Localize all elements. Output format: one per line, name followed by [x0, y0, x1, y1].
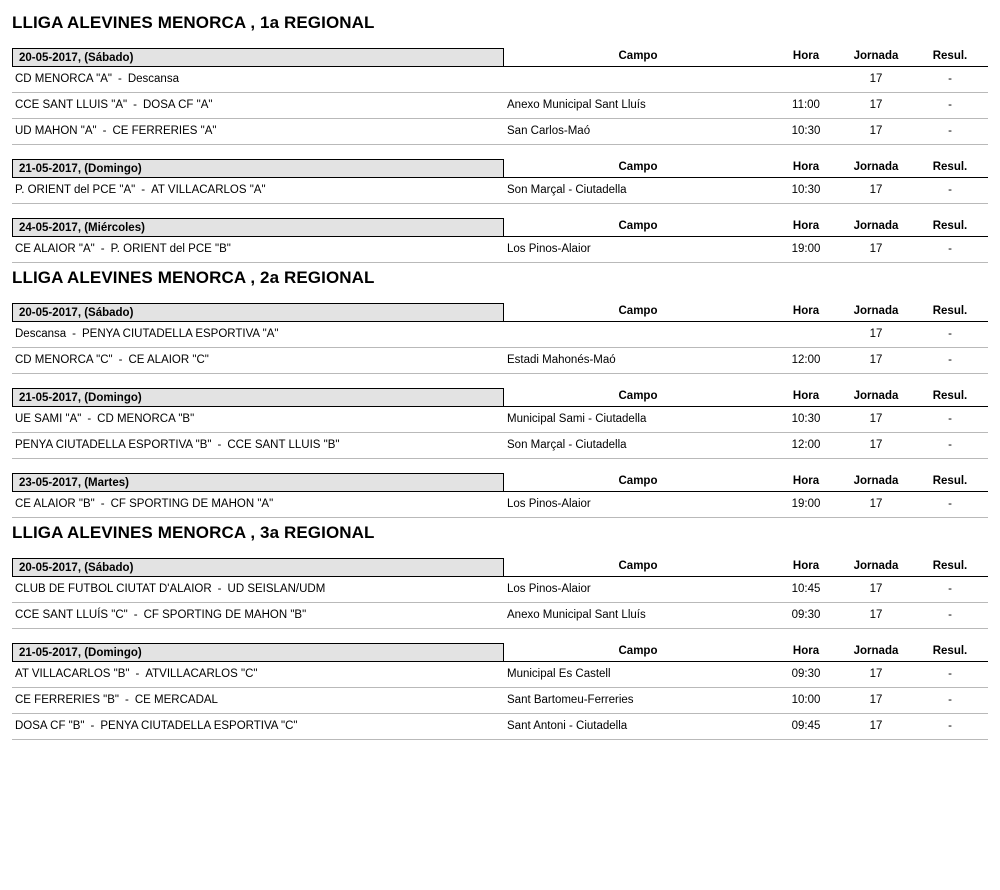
schedule-table — [12, 218, 988, 263]
match-result: - — [912, 93, 988, 119]
match-time: 09:45 — [772, 714, 840, 740]
match-field: Los Pinos-Alaior — [504, 492, 772, 518]
schedule-header-row — [12, 558, 988, 577]
match-result: - — [912, 492, 988, 518]
match-teams-cell — [12, 407, 504, 433]
match-teams-cell — [12, 714, 504, 740]
match-separator: - — [87, 413, 92, 425]
match-teams-cell — [12, 577, 504, 603]
result-column-header: Resul. — [912, 303, 988, 322]
time-column-header: Hora — [772, 48, 840, 67]
away-team: CF SPORTING DE MAHON "A" — [110, 498, 274, 510]
match-field: Municipal Sami - Ciutadella — [504, 407, 772, 433]
away-team: ATVILLACARLOS "C" — [145, 668, 258, 680]
match-time: 12:00 — [772, 433, 840, 459]
match-teams-cell — [12, 178, 504, 204]
table-row — [12, 237, 988, 263]
match-separator: - — [125, 694, 129, 706]
date-header: 24-05-2017, (Miércoles) — [12, 218, 504, 237]
match-round: 17 — [840, 407, 912, 433]
match-result: - — [912, 178, 988, 204]
day-group — [12, 218, 988, 263]
schedule-table — [12, 303, 988, 374]
match-result: - — [912, 577, 988, 603]
home-team: AT VILLACARLOS "B" — [15, 668, 130, 680]
away-team: PENYA CIUTADELLA ESPORTIVA "C" — [100, 720, 298, 732]
match-separator: - — [141, 184, 146, 196]
schedule-table — [12, 388, 988, 459]
home-team: UD MAHON "A" — [15, 125, 97, 137]
table-row — [12, 407, 988, 433]
match-round: 17 — [840, 662, 912, 688]
match-round: 17 — [840, 67, 912, 93]
date-header: 23-05-2017, (Martes) — [12, 473, 504, 492]
match-separator: - — [217, 583, 222, 595]
round-column-header: Jornada — [840, 159, 912, 178]
day-group — [12, 159, 988, 204]
table-row — [12, 577, 988, 603]
day-group — [12, 48, 988, 145]
league-block — [12, 267, 988, 518]
home-team: CLUB DE FUTBOL CIUTAT D'ALAIOR — [15, 583, 212, 595]
leagues-container — [12, 12, 988, 740]
match-time — [772, 67, 840, 93]
round-column-header: Jornada — [840, 558, 912, 577]
match-result: - — [912, 407, 988, 433]
round-column-header: Jornada — [840, 48, 912, 67]
result-column-header: Resul. — [912, 473, 988, 492]
match-time: 10:30 — [772, 119, 840, 145]
table-row — [12, 119, 988, 145]
date-header: 20-05-2017, (Sábado) — [12, 558, 504, 577]
match-field — [504, 67, 772, 93]
date-header: 21-05-2017, (Domingo) — [12, 159, 504, 178]
field-column-header: Campo — [504, 48, 772, 67]
date-header: 21-05-2017, (Domingo) — [12, 643, 504, 662]
match-teams-cell — [12, 237, 504, 263]
time-column-header: Hora — [772, 303, 840, 322]
match-separator: - — [117, 73, 122, 85]
home-team: Descansa — [15, 328, 67, 340]
match-field: Los Pinos-Alaior — [504, 577, 772, 603]
match-time: 10:30 — [772, 407, 840, 433]
table-row — [12, 322, 988, 348]
match-round: 17 — [840, 492, 912, 518]
field-column-header: Campo — [504, 643, 772, 662]
time-column-header: Hora — [772, 388, 840, 407]
match-round: 17 — [840, 178, 912, 204]
time-column-header: Hora — [772, 558, 840, 577]
match-separator: - — [102, 125, 107, 137]
match-field: Municipal Es Castell — [504, 662, 772, 688]
schedule-table — [12, 643, 988, 740]
match-teams-cell — [12, 603, 504, 629]
match-time: 11:00 — [772, 93, 840, 119]
match-field: Sant Antoni - Ciutadella — [504, 714, 772, 740]
result-column-header: Resul. — [912, 218, 988, 237]
match-time: 09:30 — [772, 662, 840, 688]
table-row — [12, 662, 988, 688]
schedule-header-row — [12, 218, 988, 237]
away-team: CF SPORTING DE MAHON "B" — [143, 609, 307, 621]
home-team: UE SAMI "A" — [15, 413, 82, 425]
field-column-header: Campo — [504, 558, 772, 577]
away-team: CD MENORCA "B" — [97, 413, 195, 425]
match-result: - — [912, 662, 988, 688]
match-teams-cell — [12, 688, 504, 714]
match-round: 17 — [840, 603, 912, 629]
table-row — [12, 67, 988, 93]
match-time: 19:00 — [772, 492, 840, 518]
date-header: 21-05-2017, (Domingo) — [12, 388, 504, 407]
result-column-header: Resul. — [912, 643, 988, 662]
match-field: Anexo Municipal Sant Lluís — [504, 93, 772, 119]
match-result: - — [912, 433, 988, 459]
time-column-header: Hora — [772, 218, 840, 237]
match-result: - — [912, 714, 988, 740]
match-separator: - — [217, 439, 222, 451]
table-row — [12, 603, 988, 629]
match-field: Sant Bartomeu-Ferreries — [504, 688, 772, 714]
schedule-header-row — [12, 303, 988, 322]
schedule-header-row — [12, 643, 988, 662]
match-separator: - — [133, 609, 138, 621]
match-separator: - — [100, 498, 105, 510]
result-column-header: Resul. — [912, 388, 988, 407]
home-team: CE ALAIOR "B" — [15, 498, 95, 510]
round-column-header: Jornada — [840, 388, 912, 407]
field-column-header: Campo — [504, 159, 772, 178]
match-result: - — [912, 348, 988, 374]
table-row — [12, 178, 988, 204]
day-group — [12, 473, 988, 518]
table-row — [12, 433, 988, 459]
home-team: DOSA CF "B" — [15, 720, 85, 732]
round-column-header: Jornada — [840, 643, 912, 662]
away-team: CE MERCADAL — [134, 694, 218, 706]
match-time: 10:30 — [772, 178, 840, 204]
match-teams-cell — [12, 492, 504, 518]
schedule-table — [12, 473, 988, 518]
match-result: - — [912, 237, 988, 263]
away-team: CE ALAIOR "C" — [128, 354, 209, 366]
schedule-table — [12, 48, 988, 145]
match-time: 12:00 — [772, 348, 840, 374]
league-title: LLIGA ALEVINES MENORCA , 2a REGIONAL — [12, 268, 375, 287]
match-round: 17 — [840, 688, 912, 714]
day-group — [12, 388, 988, 459]
league-title: LLIGA ALEVINES MENORCA , 1a REGIONAL — [12, 13, 375, 32]
home-team: CCE SANT LLUÍS "C" — [15, 609, 128, 621]
match-time — [772, 322, 840, 348]
match-separator: - — [135, 668, 140, 680]
field-column-header: Campo — [504, 303, 772, 322]
schedule-header-row — [12, 473, 988, 492]
match-round: 17 — [840, 119, 912, 145]
table-row — [12, 688, 988, 714]
home-team: PENYA CIUTADELLA ESPORTIVA "B" — [15, 439, 212, 451]
home-team: CCE SANT LLUIS "A" — [15, 99, 128, 111]
league-block — [12, 522, 988, 740]
away-team: Descansa — [127, 73, 179, 85]
match-separator: - — [100, 243, 105, 255]
field-column-header: Campo — [504, 388, 772, 407]
result-column-header: Resul. — [912, 48, 988, 67]
match-time: 10:00 — [772, 688, 840, 714]
away-team: UD SEISLAN/UDM — [227, 583, 326, 595]
match-round: 17 — [840, 322, 912, 348]
match-teams-cell — [12, 662, 504, 688]
match-field — [504, 322, 772, 348]
match-result: - — [912, 603, 988, 629]
day-group — [12, 643, 988, 740]
time-column-header: Hora — [772, 159, 840, 178]
table-row — [12, 348, 988, 374]
away-team: PENYA CIUTADELLA ESPORTIVA "A" — [81, 328, 279, 340]
match-teams-cell — [12, 433, 504, 459]
match-time: 19:00 — [772, 237, 840, 263]
match-field: Son Marçal - Ciutadella — [504, 178, 772, 204]
league-block — [12, 12, 988, 263]
match-field: Anexo Municipal Sant Lluís — [504, 603, 772, 629]
match-teams-cell — [12, 67, 504, 93]
match-round: 17 — [840, 577, 912, 603]
away-team: DOSA CF "A" — [142, 99, 213, 111]
match-result: - — [912, 688, 988, 714]
home-team: CD MENORCA "C" — [15, 354, 113, 366]
result-column-header: Resul. — [912, 558, 988, 577]
match-teams-cell — [12, 348, 504, 374]
match-field: Los Pinos-Alaior — [504, 237, 772, 263]
time-column-header: Hora — [772, 643, 840, 662]
round-column-header: Jornada — [840, 473, 912, 492]
result-column-header: Resul. — [912, 159, 988, 178]
match-round: 17 — [840, 93, 912, 119]
table-row — [12, 492, 988, 518]
table-row — [12, 93, 988, 119]
match-result: - — [912, 322, 988, 348]
match-field: San Carlos-Maó — [504, 119, 772, 145]
match-teams-cell — [12, 119, 504, 145]
date-header: 20-05-2017, (Sábado) — [12, 303, 504, 322]
date-header: 20-05-2017, (Sábado) — [12, 48, 504, 67]
match-round: 17 — [840, 433, 912, 459]
field-column-header: Campo — [504, 218, 772, 237]
round-column-header: Jornada — [840, 218, 912, 237]
match-field: Son Marçal - Ciutadella — [504, 433, 772, 459]
match-separator: - — [90, 720, 95, 732]
league-title: LLIGA ALEVINES MENORCA , 3a REGIONAL — [12, 523, 375, 542]
home-team: CD MENORCA "A" — [15, 73, 112, 85]
match-time: 09:30 — [772, 603, 840, 629]
schedule-table — [12, 159, 988, 204]
match-separator: - — [72, 328, 76, 340]
schedule-table — [12, 558, 988, 629]
away-team: P. ORIENT del PCE "B" — [110, 243, 231, 255]
match-teams-cell — [12, 93, 504, 119]
match-separator: - — [133, 99, 137, 111]
home-team: CE FERRERIES "B" — [15, 694, 120, 706]
away-team: CE FERRERIES "A" — [112, 125, 217, 137]
round-column-header: Jornada — [840, 303, 912, 322]
field-column-header: Campo — [504, 473, 772, 492]
match-time: 10:45 — [772, 577, 840, 603]
home-team: P. ORIENT del PCE "A" — [15, 184, 136, 196]
away-team: CCE SANT LLUIS "B" — [227, 439, 340, 451]
match-round: 17 — [840, 714, 912, 740]
match-result: - — [912, 67, 988, 93]
day-group — [12, 303, 988, 374]
schedule-header-row — [12, 159, 988, 178]
home-team: CE ALAIOR "A" — [15, 243, 95, 255]
match-round: 17 — [840, 348, 912, 374]
schedule-header-row — [12, 48, 988, 67]
time-column-header: Hora — [772, 473, 840, 492]
match-result: - — [912, 119, 988, 145]
match-field: Estadi Mahonés-Maó — [504, 348, 772, 374]
day-group — [12, 558, 988, 629]
away-team: AT VILLACARLOS "A" — [151, 184, 266, 196]
match-round: 17 — [840, 237, 912, 263]
table-row — [12, 714, 988, 740]
match-teams-cell — [12, 322, 504, 348]
schedule-header-row — [12, 388, 988, 407]
match-separator: - — [118, 354, 123, 366]
